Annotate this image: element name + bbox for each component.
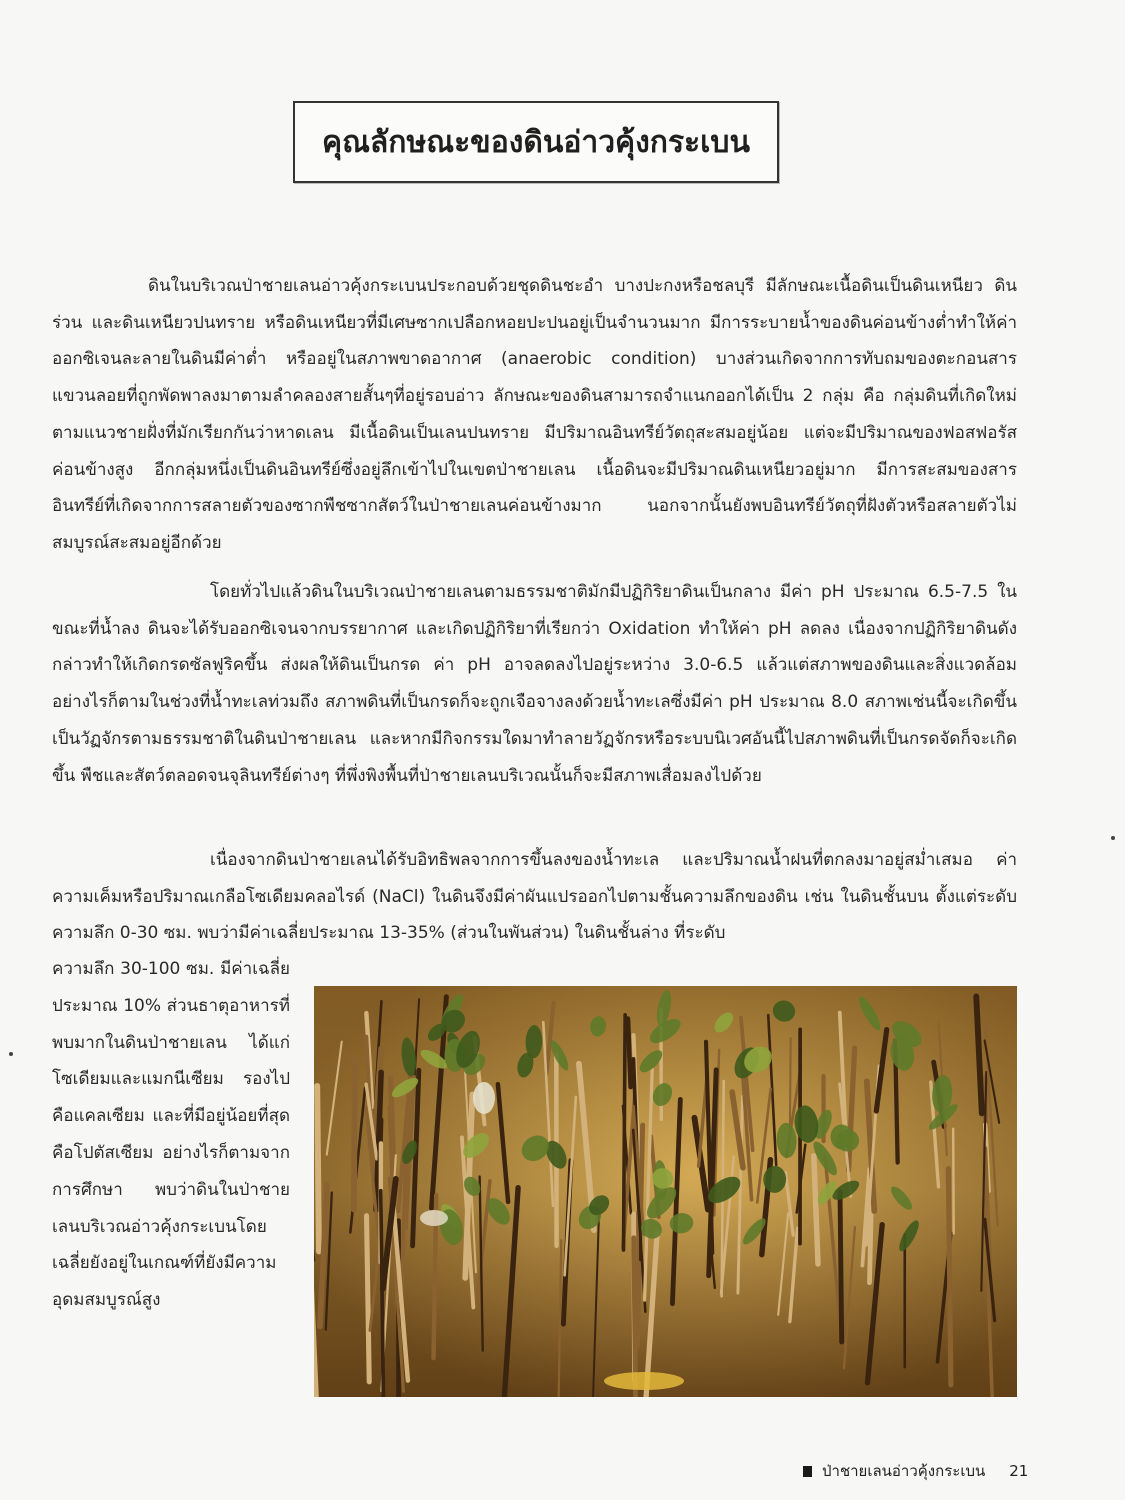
root-stem [628, 1019, 631, 1088]
root-stem [354, 1060, 355, 1209]
footer-section-title: ป่าชายเลนอ่าวคุ้งกระเบน [822, 1462, 986, 1480]
root-stem [391, 1078, 394, 1156]
page-footer [803, 1459, 1028, 1483]
page-title: คุณลักษณะของดินอ่าวคุ้งกระเบน [322, 124, 750, 160]
root-stem [317, 1086, 319, 1251]
mangrove-illustration [314, 986, 1017, 1397]
paragraph-soil-ph: โดยทั่วไปแล้วดินในบริเวณป่าชายเลนตามธรรมชาติมักมีปฏิกิริยาดินเป็นกลาง มีค่า pH ประมาณ 6.5-7.5 ในขณะที่น้ำลง ดินจะได้รับออกซิเจนจากบรรยากาศ และเกิดปฏิกิริยาที่เรียกว่า Oxidation ทำให้ค่า pH ลดลง เนื่องจากปฏิกิริยาดินดังกล่าวทำให้เกิดกรดซัลฟูริคขึ้น ส่งผลให้ดินเป็นกรด ค่า pH อาจลดลงไปอยู่ระหว่าง 3.0-6.5 แล้วแต่สภาพของดินและสิ่งแวดล้อม อย่างไรก็ตามในช่วงที่น้ำทะเลท่วมถึง สภาพดินที่เป็นกรดก็จะถูกเจือจางลงด้วยน้ำทะเลซึ่งมีค่า pH ประมาณ 8.0 สภาพเช่นนี้จะเกิดขึ้นเป็นวัฏจักรตามธรรมชาติในดินป่าชายเลน และหากมีกิจกรรมใดมาทำลายวัฏจักรหรือระบบนิเวศอันนี้ไปสภาพดินที่เป็นกรดจัดก็จะเกิดขึ้น พืชและสัตว์ตลอดจนจุลินทรีย์ต่างๆ ที่พึ่งพิงพื้นที่ป่าชายเลนบริเวณนั้นก็จะมีสภาพเสื่อมลงไปด้วย [52, 582, 1017, 786]
root-stem [624, 1015, 626, 1250]
margin-mark [1111, 836, 1115, 840]
title-box [293, 101, 779, 183]
root-stem [790, 1038, 791, 1134]
root-stem [367, 1216, 370, 1382]
mangrove-seedlings-photo [314, 986, 1017, 1397]
side-column-text: ความลึก 30-100 ซม. มีค่าเฉลี่ยประมาณ 10% ส่วนธาตุอาหารที่พบมากในดินป่าชายเลน ได้แก่ โซเดียมและแมกนีเซียม รองไปคือแคลเซียม และที่มีอยู่น้อยที่สุดคือโปตัสเซียม อย่างไรก็ตามจากการศึกษา พบว่าดินในป่าชายเลนบริเวณอ่าวคุ้งกระเบนโดยเฉลี่ยยังอยู่ในเกณฑ์ที่ยังมีความอุดมสมบูรณ์สูง [52, 959, 290, 1311]
paragraph-salinity: เนื่องจากดินป่าชายเลนได้รับอิทธิพลจากการขึ้นลงของน้ำทะเล และปริมาณน้ำฝนที่ตกลงมาอยู่สม่ำเสมอ ค่าความเค็มหรือปริมาณเกลือโซเดียมคลอไรด์ (NaCl) ในดินจึงมีค่าผันแปรออกไปตามชั้นความลึกของดิน เช่น ในดินชั้นบน ตั้งแต่ระดับความลึก 0-30 ซม. พบว่ามีค่าเฉลี่ยประมาณ 13-35% (ส่วนในพันส่วน) ในดินชั้นล่าง ที่ระดับ [52, 850, 1017, 944]
page-number: 21 [1009, 1462, 1029, 1480]
margin-mark [9, 1052, 13, 1056]
root-stem [840, 1192, 842, 1342]
square-bullet-icon [803, 1466, 812, 1477]
root-stem [948, 1169, 951, 1385]
paragraph-soil-types: ดินในบริเวณป่าชายเลนอ่าวคุ้งกระเบนประกอบด้วยชุดดินชะอำ บางปะกงหรือชลบุรี มีลักษณะเนื้อดินเป็นดินเหนียว ดินร่วน และดินเหนียวปนทราย หรือดินเหนียวที่มีเศษซากเปลือกหอยปะปนอยู่เป็นจำนวนมาก มีการระบายน้ำของดินค่อนข้างต่ำทำให้ค่าออกซิเจนละลายในดินมีค่าต่ำ หรืออยู่ในสภาพขาดอากาศ (anaerobic condition) บางส่วนเกิดจากการทับถมของตะกอนสารแขวนลอยที่ถูกพัดพาลงมาตามลำคลองสายสั้นๆที่อยู่รอบอ่าว ลักษณะของดินสามารถจำแนกออกได้เป็น 2 กลุ่ม คือ กลุ่มดินที่เกิดใหม่ตามแนวชายฝั่งที่มักเรียกกันว่าหาดเลน มีเนื้อดินเป็นเลนปนทราย มีปริมาณอินทรีย์วัตถุสะสมอยู่น้อย แต่จะมีปริมาณของฟอสฟอรัสค่อนข้างสูง อีกกลุ่มหนึ่งเป็นดินอินทรีย์ซึ่งอยู่ลึกเข้าไปในเขตป่าชายเลน เนื้อดินจะมีปริมาณดินเหนียวอยู่มาก มีการสะสมของสารอินทรีย์ที่เกิดจากการสลายตัวของซากพืชซากสัตว์ในป่าชายเลนค่อนข้างมาก นอกจากนั้นยังพบอินทรีย์วัตถุที่ฝังตัวหรือสลายตัวไม่สมบูรณ์สะสมอยู่อีกด้วย [52, 276, 1017, 553]
root-stem [953, 1129, 954, 1234]
